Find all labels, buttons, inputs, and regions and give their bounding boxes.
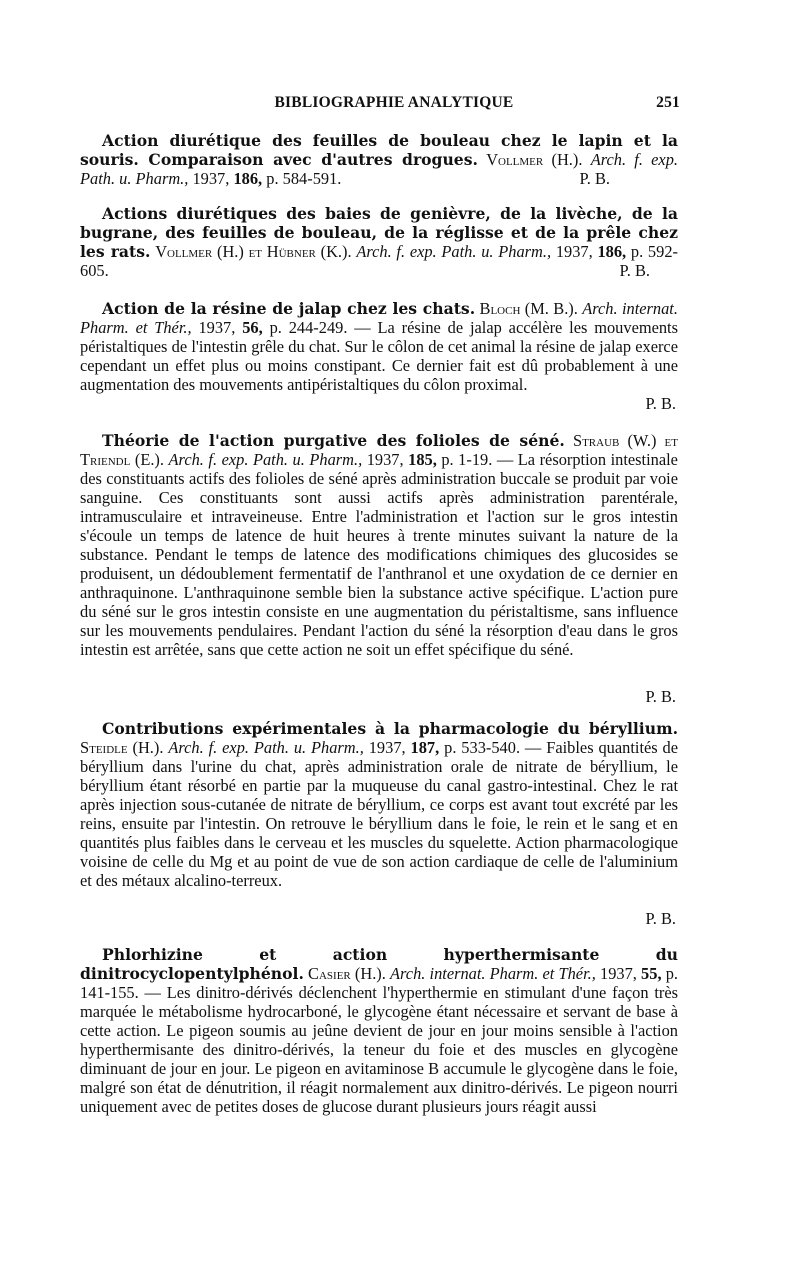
entry-volume: 186,	[233, 169, 263, 188]
entry-paragraph	[80, 299, 678, 394]
entry-title: Actions diurétiques des baies de genièvre, de la livèche, de la bugrane, des feuilles de bouleau, de la réglisse et de la prêle chez les rats.	[80, 204, 678, 261]
entry-paragraph	[80, 204, 678, 280]
entry-body: Faibles quantités de béryllium dans l'urine du chat, après administration orale de nitrate de béryllium, le béryllium étant résorbé en partie par la muqueuse du canal gastro-intestinal. Chez le rat après injection sous-cutanée de nitrate de béryllium, ce corps est avant tout excrété par les reins, ensuite par l'intestin. On retrouve le béryllium dans le foie, le rein et le sang et en quantités plus faibles dans le cerveau et les muscles du squelette. Action pharmacologique voisine de celle du Mg et au point de vue de son action cardiaque de celle de l'aluminium et des métaux alcalino-terreux.	[80, 738, 679, 890]
bibliography-entry	[80, 204, 678, 280]
entry-body: Les dinitro-dérivés déclenchent l'hyperthermie en stimulant d'une façon très marquée le métabolisme hydrocarboné, le glycogène étant nécessaire et servant de base à cette action. Le pigeon soumis au jeûne devient de jour en jour moins sensible à l'action hyperthermisante des dinitro-dérivés, la teneur du foie et des muscles en glycogène diminuant de jour en jour. Le pigeon en avitaminose B accumule le glycogène dans le foie, malgré son état de dénutrition, il réagit normalement aux dinitro-dérivés. Le pigeon nourri uniquement avec de petites doses de glucose durant plusieurs jours réagit aussi	[80, 983, 679, 1116]
entry-author: Straub (W.) et Triendl (E.).	[80, 431, 678, 469]
running-title: BIBLIOGRAPHIE ANALYTIQUE	[274, 94, 514, 111]
entry-author: Steidle (H.).	[80, 738, 164, 757]
entry-paragraph	[80, 719, 678, 890]
bibliography-entry	[80, 719, 679, 928]
entry-body: La résine de jalap accélère les mouvements péristaltiques de l'intestin grêle du chat. Sur le côlon de cet animal la résine de jalap exerce cependant un effet plus ou moins constipant. Ce dernier fait est dû probablement à une augmentation des mouvements antipéristaltiques du côlon proximal.	[80, 318, 678, 394]
entry-volume: 56,	[242, 318, 263, 337]
entry-journal: Arch. f. exp. Path. u. Pharm.,	[168, 738, 364, 757]
entry-title: Action de la résine de jalap chez les chats.	[102, 299, 476, 318]
running-header	[108, 94, 680, 114]
entry-initials: P. B.	[619, 261, 650, 280]
entry-year: 1937,	[600, 964, 637, 983]
entry-pages: p. 141-155. —	[80, 964, 678, 1002]
entry-pages: p. 584-591.	[266, 169, 342, 188]
entry-initials: P. B.	[645, 909, 676, 928]
entry-author: Bloch (M. B.).	[479, 299, 578, 318]
entry-year: 1937,	[368, 738, 406, 757]
entry-journal: Arch. internat. Pharm. et Thér.,	[390, 964, 596, 983]
entry-title: Théorie de l'action purgative des folioles de séné.	[102, 431, 565, 450]
entry-author: Vollmer (H.).	[486, 150, 583, 169]
entry-year: 1937,	[555, 242, 593, 261]
entry-volume: 187,	[410, 738, 440, 757]
entry-year: 1937,	[192, 169, 230, 188]
entry-pages: p. 1-19. —	[441, 450, 514, 469]
entry-pages: p. 592-605.	[80, 242, 678, 280]
entry-title: Contributions expérimentales à la pharmacologie du béryllium.	[102, 719, 678, 738]
entry-pages: p. 244-249. —	[269, 318, 371, 337]
entry-body: La résorption intestinale des constituants actifs des folioles de séné après administration buccale se produit par voie sanguine. Ces constituants sont aussi actifs après administration parentérale, intramusculaire et intraveineuse. Entre l'administration et l'action sur le gros intestin s'écoule un temps de latence de huit heures à trente minutes suivant la nature de la substance. Pendant le temps de latence des modifications chimiques des glucosides se produisent, un dédoublement fermentatif de l'anthranol et une oxydation de ce dernier en anthraquinone. L'anthraquinone semble bien la substance active spécifique. L'action pure du séné sur le gros intestin consiste en une augmentation du péristaltisme, sans influence sur les mouvements pendulaires. Pendant l'action du séné la résorption d'eau dans le gros intestin est arrêtée, sans que cette action ne soit un effet spécifique du séné.	[80, 450, 678, 659]
entry-paragraph	[80, 945, 678, 1116]
entry-year: 1937,	[366, 450, 404, 469]
entry-author: Casier (H.).	[308, 964, 386, 983]
entry-year: 1937,	[198, 318, 236, 337]
entry-title: Action diurétique des feuilles de bouleau chez le lapin et la souris. Comparaison avec d'autres drogues.	[80, 131, 678, 169]
bibliography-entry	[80, 299, 678, 413]
entry-pages: p. 533-540. —	[444, 738, 542, 757]
entry-journal: Arch. internat. Pharm. et Thér.,	[80, 299, 678, 337]
bibliography-entry	[80, 131, 678, 188]
entry-paragraph	[80, 431, 678, 659]
entry-initials: P. B.	[645, 394, 676, 413]
page-number: 251	[656, 94, 680, 111]
entry-journal: Arch. f. exp. Path. u. Pharm.,	[80, 150, 679, 188]
entry-volume: 185,	[408, 450, 437, 469]
entry-journal: Arch. f. exp. Path. u. Pharm.,	[168, 450, 363, 469]
entry-volume: 186,	[597, 242, 627, 261]
entry-initials: P. B.	[579, 169, 610, 188]
bibliography-entry	[80, 431, 678, 706]
bibliography-entry	[80, 945, 678, 1116]
entry-journal: Arch. f. exp. Path. u. Pharm.,	[356, 242, 552, 261]
entry-author: Vollmer (H.) et Hübner (K.).	[155, 242, 352, 261]
entry-volume: 55,	[641, 964, 662, 983]
entry-title: Phlorhizine et action hyperthermisante du dinitrocyclopentylphénol.	[80, 945, 678, 983]
entry-initials: P. B.	[645, 687, 676, 706]
